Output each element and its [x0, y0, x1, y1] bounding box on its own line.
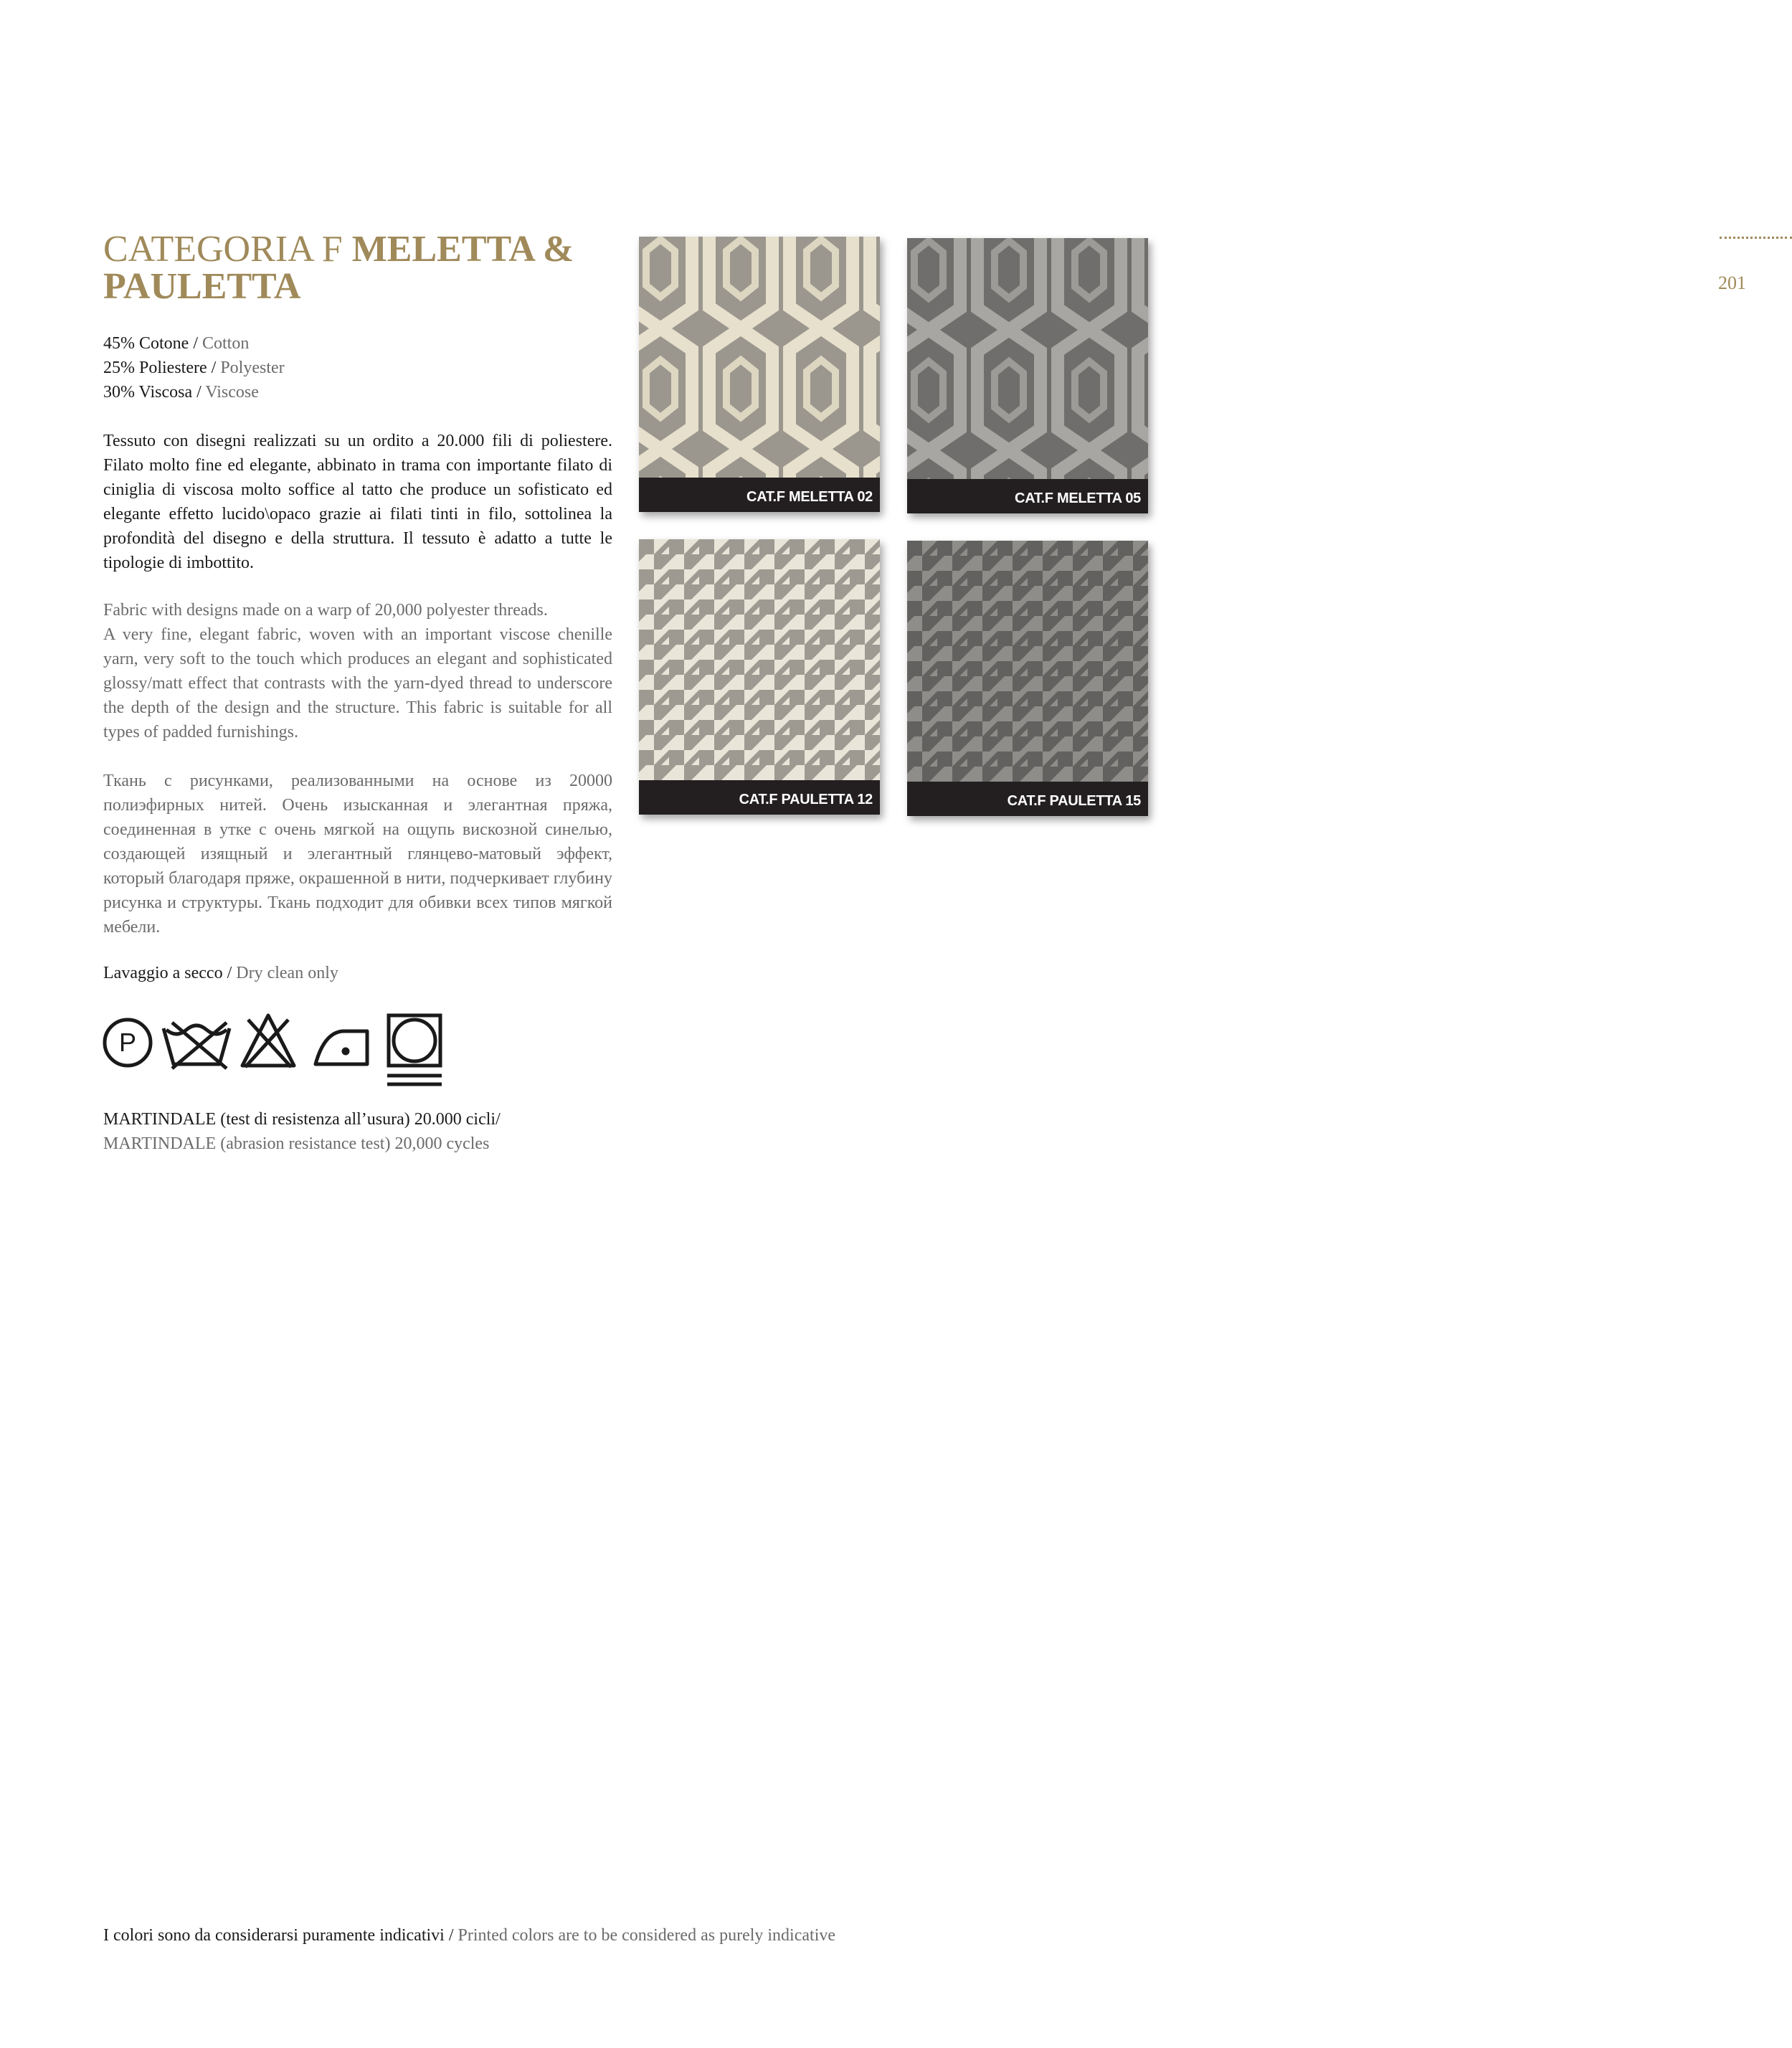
martindale-italian: MARTINDALE (test di resistenza all’usura) 20.000 cicli/ [103, 1110, 501, 1129]
martindale-info [103, 1107, 612, 1156]
composition-item: 25% Poliestere / Polyester [103, 359, 285, 377]
composition-list [103, 331, 612, 404]
swatch-label: CAT.F MELETTA 05 [1015, 490, 1141, 506]
swatch-label: CAT.F MELETTA 02 [746, 489, 873, 505]
meletta-02-fabric-image [639, 237, 880, 478]
swatch-pauletta-12 [639, 539, 880, 815]
description-english [103, 598, 612, 744]
swatch-meletta-05 [907, 238, 1148, 513]
pauletta-15-fabric-image [907, 541, 1148, 782]
martindale-english: MARTINDALE (abrasion resistance test) 20,000 cycles [103, 1134, 490, 1153]
care-icons [100, 1010, 452, 1089]
meletta-05-fabric-image [907, 238, 1148, 479]
dry-clean-p-icon [105, 1020, 151, 1066]
page-dotted-rule [1720, 237, 1792, 239]
swatch-label: CAT.F PAULETTA 12 [739, 792, 873, 807]
description-russian: Ткань с рисунками, реализованными на основе из 20000 полиэфирных нитей. Очень изысканная и элегантная пряжа, соединенная в утке с очень мягкой на ощупь вискозной синелью, создающей изящный и элегантный глянцево-матовый эффект, который благодаря пряже, окрашенной в нити, подчеркивает глубину рисунка и структуры. Ткань подходит для обивки всех типов мягкой мебели. [103, 772, 612, 937]
swatch-label: CAT.F PAULETTA 15 [1007, 793, 1141, 809]
composition-item: 30% Viscosa / Viscose [103, 383, 259, 402]
pauletta-12-fabric-image [639, 539, 880, 780]
tumble-dry-icon [387, 1015, 442, 1084]
composition-item: 45% Cotone / Cotton [103, 334, 250, 353]
page-number: 201 [1718, 272, 1746, 293]
swatch-meletta-02 [639, 237, 880, 512]
do-not-wash-icon [163, 1023, 229, 1068]
washing-instructions: Lavaggio a secco / Dry clean only [103, 964, 338, 982]
description-english-line1: Fabric with designs made on a warp of 20,000 polyester threads. [103, 601, 548, 620]
swatch-pauletta-15 [907, 541, 1148, 816]
description-italian: Tessuto con disegni realizzati su un ordito a 20.000 fili di poliestere. Filato molto fine ed elegante, abbinato in trama con importante filato di ciniglia di viscosa molto soffice al tatto che produce un sofisticato ed elegante effetto lucido\opaco grazie ai filati tinti in filo, sottolinea la profondità del disegno e della struttura. Il tessuto è adatto a tutte le tipologie di imbottito. [103, 432, 612, 572]
dry-clean-p-letter: P [118, 1028, 137, 1057]
iron-low-icon [316, 1031, 367, 1064]
description-english-body: A very fine, elegant fabric, woven with an important viscose chenille yarn, very soft to the touch which produces an elegant and sophisticated glossy/matt effect that contrasts with the yarn-dyed thread to underscore the depth of the design and the structure. This fabric is suitable for all types of padded furnishings. [103, 625, 612, 741]
page-title: CATEGORIA F MELETTA & PAULETTA [103, 229, 574, 307]
do-not-bleach-icon [242, 1015, 294, 1067]
footer-note: I colori sono da considerarsi puramente indicativi / Printed colors are to be considered as purely indicative [103, 1926, 836, 1945]
